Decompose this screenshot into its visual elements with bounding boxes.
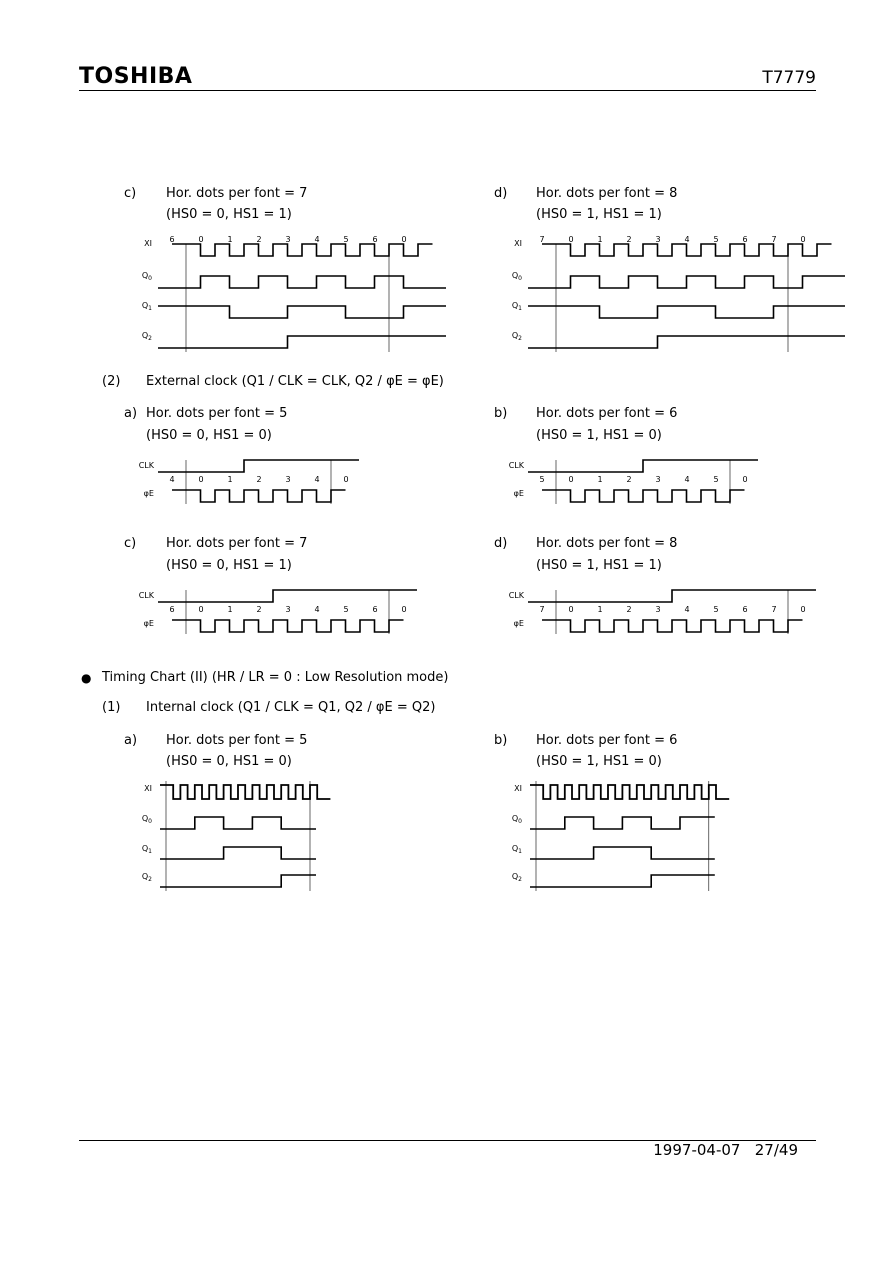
count-label: 2 [626, 605, 632, 614]
signal-label: XI [144, 239, 152, 248]
signal-label: CLK [508, 591, 524, 600]
signal-label: XI [514, 784, 522, 793]
signal-label: $Q_2$ [511, 872, 522, 883]
count-label: 0 [568, 475, 574, 484]
signal-label: CLK [508, 461, 524, 470]
tc2-number: (1) [102, 700, 121, 715]
waveform [530, 785, 729, 799]
timing-diagram-ext-b [500, 452, 780, 507]
count-label: 0 [198, 235, 204, 244]
tc2-b-label: b) [494, 733, 508, 748]
tc2-a-settings: (HS0 = 0, HS1 = 0) [166, 754, 292, 769]
count-label: 0 [800, 235, 806, 244]
waveform [158, 460, 359, 472]
count-label: 3 [285, 475, 291, 484]
count-label: 0 [401, 235, 407, 244]
tc2-title: Timing Chart (II) (HR / LR = 0 : Low Resolution mode) [102, 670, 449, 685]
waveform [530, 817, 715, 829]
tc2-b-settings: (HS0 = 1, HS1 = 0) [536, 754, 662, 769]
waveform [528, 306, 845, 318]
tc2-b-title: Hor. dots per font = 6 [536, 733, 678, 748]
ext-a-title: Hor. dots per font = 5 [146, 406, 288, 421]
count-label: 5 [713, 605, 719, 614]
timing-diagram-lr-a [130, 775, 330, 895]
count-label: 3 [655, 475, 661, 484]
waveform [158, 590, 417, 602]
count-label: 0 [800, 605, 806, 614]
hr-c-settings: (HS0 = 0, HS1 = 1) [166, 207, 292, 222]
waveform [172, 620, 404, 632]
signal-label: $Q_0$ [511, 814, 522, 825]
count-label: 0 [198, 475, 204, 484]
timing-diagram-lr-b [500, 775, 730, 895]
count-label: 4 [684, 235, 690, 244]
count-label: 7 [539, 605, 545, 614]
part-number: T7779 [762, 68, 816, 88]
waveform [158, 336, 446, 348]
signal-label: $Q_0$ [141, 271, 152, 282]
signal-label: XI [144, 784, 152, 793]
count-label: 6 [169, 235, 175, 244]
signal-label: $Q_2$ [511, 331, 522, 342]
timing-diagram-hr-c [130, 230, 430, 355]
count-label: 3 [655, 605, 661, 614]
hr-d-settings: (HS0 = 1, HS1 = 1) [536, 207, 662, 222]
count-label: 1 [227, 235, 233, 244]
signal-label: $Q_1$ [141, 844, 152, 855]
footer-date: 1997-04-07 [653, 1141, 741, 1159]
count-label: 7 [771, 235, 777, 244]
count-label: 5 [343, 605, 349, 614]
waveform [172, 244, 433, 256]
timing-diagram-ext-d [500, 582, 820, 637]
count-label: 3 [655, 235, 661, 244]
count-label: 4 [314, 475, 320, 484]
count-label: 2 [626, 475, 632, 484]
signal-label: $Q_2$ [141, 872, 152, 883]
count-label: 0 [568, 235, 574, 244]
waveform [528, 460, 758, 472]
count-label: 0 [198, 605, 204, 614]
hr-c-label: c) [124, 186, 137, 201]
count-label: 1 [597, 235, 603, 244]
timing-diagram-ext-c [130, 582, 430, 637]
ext-b-settings: (HS0 = 1, HS1 = 0) [536, 428, 662, 443]
tc2-a-title: Hor. dots per font = 5 [166, 733, 308, 748]
count-label: 4 [314, 605, 320, 614]
count-label: 4 [684, 475, 690, 484]
signal-label: $Q_2$ [141, 331, 152, 342]
waveform [528, 336, 845, 348]
count-label: 4 [314, 235, 320, 244]
count-label: 6 [372, 605, 378, 614]
count-label: 6 [742, 235, 748, 244]
count-label: 6 [742, 605, 748, 614]
count-label: 4 [684, 605, 690, 614]
count-label: 5 [539, 475, 545, 484]
timing-diagram-ext-a [130, 452, 390, 507]
waveform [530, 847, 715, 859]
timing-diagram-hr-d [500, 230, 820, 355]
ext-b-label: b) [494, 406, 508, 421]
count-label: 5 [343, 235, 349, 244]
signal-label: φE [513, 619, 524, 628]
signal-label: $Q_0$ [511, 271, 522, 282]
bullet-icon: ● [81, 671, 92, 685]
count-label: 4 [169, 475, 175, 484]
ext-c-title: Hor. dots per font = 7 [166, 536, 308, 551]
count-label: 5 [713, 235, 719, 244]
count-label: 5 [713, 475, 719, 484]
waveform [160, 875, 316, 887]
ext-d-label: d) [494, 536, 508, 551]
waveform [158, 306, 446, 318]
count-label: 2 [256, 475, 262, 484]
signal-label: CLK [138, 591, 154, 600]
count-label: 2 [256, 235, 262, 244]
count-label: 1 [597, 475, 603, 484]
count-label: 0 [742, 475, 748, 484]
signal-label: XI [514, 239, 522, 248]
signal-label: φE [513, 489, 524, 498]
count-label: 7 [539, 235, 545, 244]
count-label: 6 [372, 235, 378, 244]
waveform [160, 847, 316, 859]
ext-b-title: Hor. dots per font = 6 [536, 406, 678, 421]
footer-page: 27/49 [754, 1141, 798, 1159]
signal-label: φE [143, 619, 154, 628]
ext-d-title: Hor. dots per font = 8 [536, 536, 678, 551]
count-label: 0 [343, 475, 349, 484]
waveform [530, 875, 715, 887]
signal-label: $Q_0$ [141, 814, 152, 825]
ext-a-settings: (HS0 = 0, HS1 = 0) [146, 428, 272, 443]
waveform [160, 817, 316, 829]
tc2-a-label: a) [124, 733, 138, 748]
count-label: 6 [169, 605, 175, 614]
waveform [528, 276, 845, 288]
waveform [542, 620, 803, 632]
ext-c-label: c) [124, 536, 137, 551]
header-rule [79, 90, 816, 91]
count-label: 2 [626, 235, 632, 244]
waveform [542, 490, 745, 502]
count-label: 7 [771, 605, 777, 614]
signal-label: $Q_1$ [511, 844, 522, 855]
count-label: 1 [227, 605, 233, 614]
ext-number: (2) [102, 374, 121, 389]
tc2-subtitle: Internal clock (Q1 / CLK = Q1, Q2 / φE = Q2) [146, 700, 436, 715]
footer-text [653, 1141, 798, 1159]
count-label: 2 [256, 605, 262, 614]
ext-a-label: a) [124, 406, 138, 421]
ext-c-settings: (HS0 = 0, HS1 = 1) [166, 558, 292, 573]
waveform [172, 490, 346, 502]
count-label: 3 [285, 605, 291, 614]
count-label: 0 [568, 605, 574, 614]
count-label: 0 [401, 605, 407, 614]
count-label: 3 [285, 235, 291, 244]
count-label: 1 [597, 605, 603, 614]
waveform [528, 590, 816, 602]
signal-label: φE [143, 489, 154, 498]
ext-d-settings: (HS0 = 1, HS1 = 1) [536, 558, 662, 573]
signal-label: $Q_1$ [141, 301, 152, 312]
hr-d-title: Hor. dots per font = 8 [536, 186, 678, 201]
waveform [158, 276, 446, 288]
hr-c-title: Hor. dots per font = 7 [166, 186, 308, 201]
ext-title: External clock (Q1 / CLK = CLK, Q2 / φE = φE) [146, 374, 444, 389]
company-logo: TOSHIBA [79, 64, 193, 89]
signal-label: CLK [138, 461, 154, 470]
waveform [160, 785, 330, 799]
count-label: 1 [227, 475, 233, 484]
hr-d-label: d) [494, 186, 508, 201]
signal-label: $Q_1$ [511, 301, 522, 312]
